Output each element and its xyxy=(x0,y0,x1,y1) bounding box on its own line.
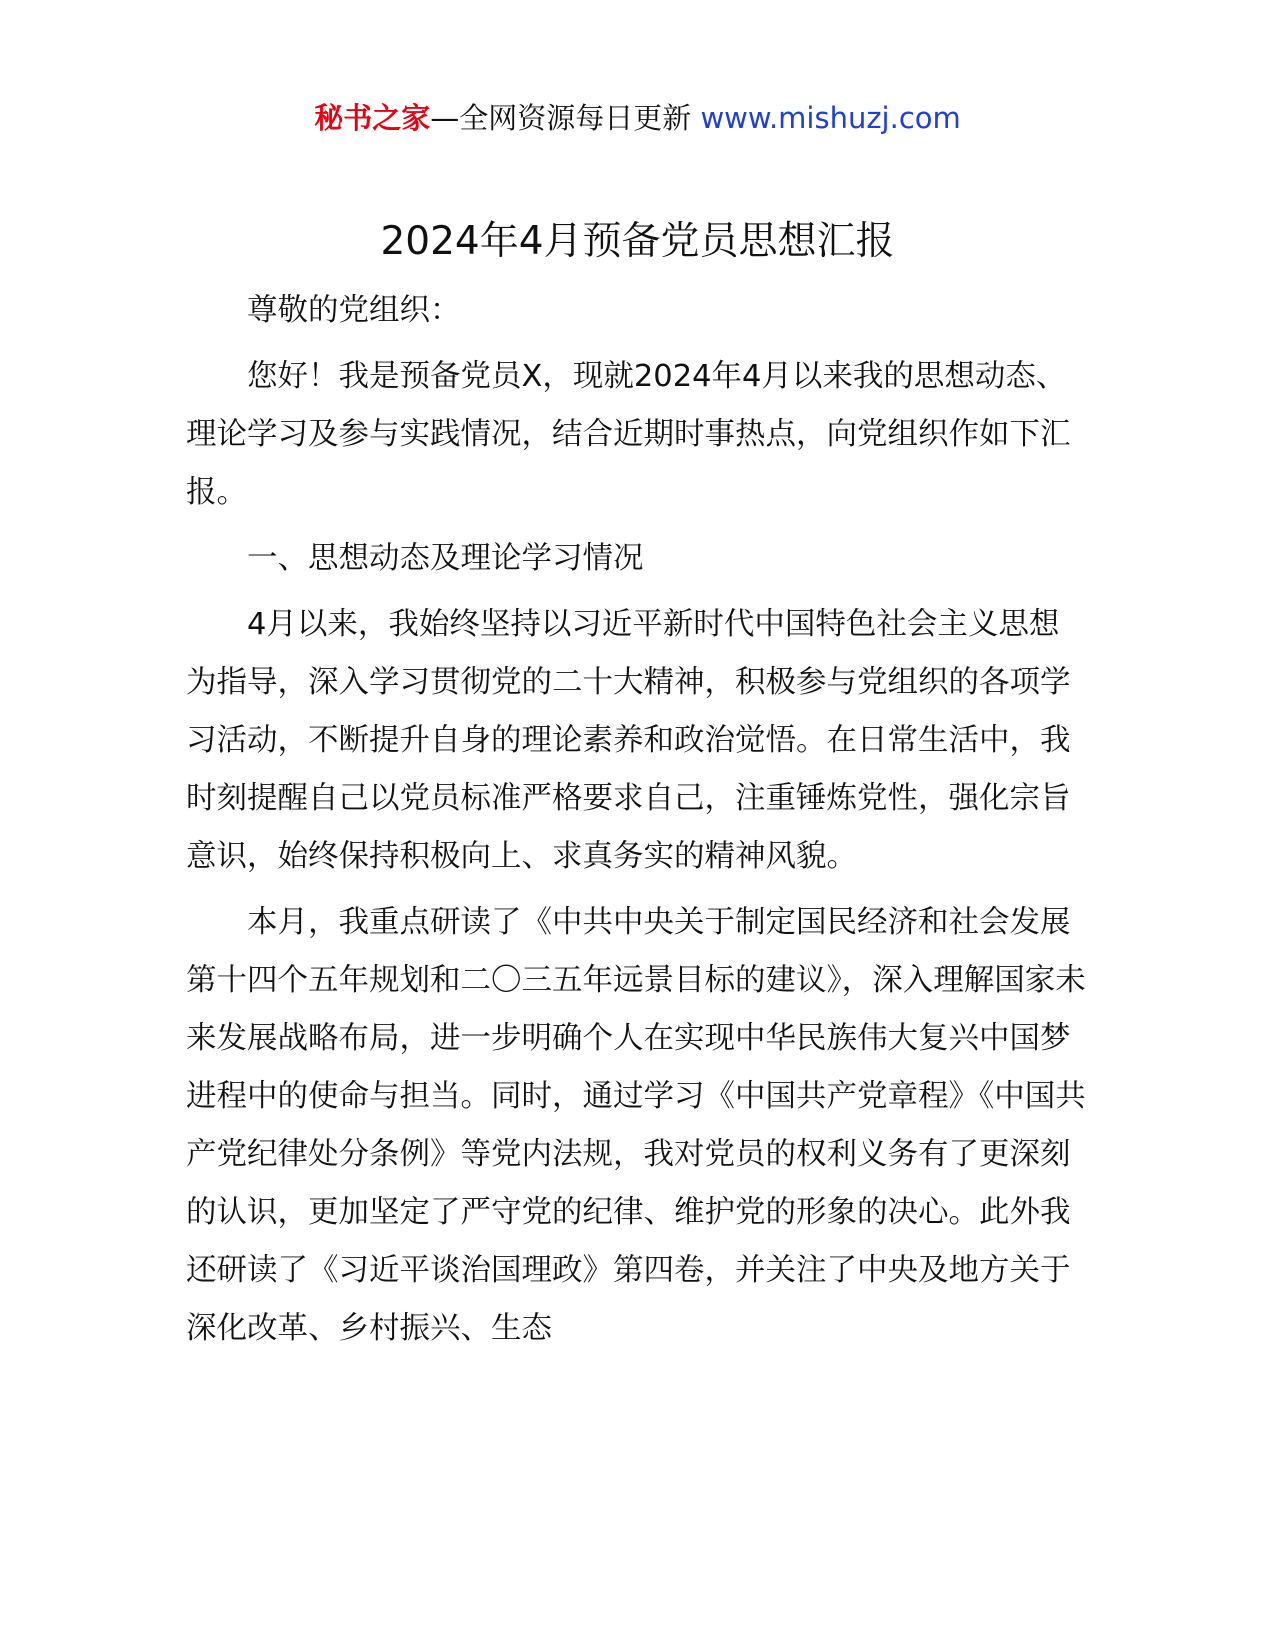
site-header xyxy=(0,96,1275,140)
brand-name: 秘书之家 xyxy=(314,101,431,135)
section-heading: 一、思想动态及理论学习情况 xyxy=(247,541,644,576)
salutation: 尊敬的党组织： xyxy=(247,293,461,328)
paragraph: 4月以来，我始终坚持以习近平新时代中国特色社会主义思想为指导，深入学习贯彻党的二十大精神，积极参与党组织的各项学习活动，不断提升自身的理论素养和政治觉悟。在日常生活中，我时刻提醒自己以党员标准严格要求自己，注重锤炼党性，强化宗旨意识，始终保持积极向上、求真务实的精神风貌。 xyxy=(186,607,1071,874)
document-title: 2024年4月预备党员思想汇报 xyxy=(380,219,895,264)
paragraph: 本月，我重点研读了《中共中央关于制定国民经济和社会发展第十四个五年规划和二〇三五年远景目标的建议》，深入理解国家未来发展战略布局，进一步明确个人在实现中华民族伟大复兴中国梦进程中的使命与担当。同时，通过学习《中国共产党章程》《中国共产党纪律处分条例》等党内法规，我对党员的权利义务有了更深刻的认识，更加坚定了严守党的纪律、维护党的形象的决心。此外我还研读了《习近平谈治国理政》第四卷，并关注了中央及地方关于深化改革、乡村振兴、生态 xyxy=(186,905,1086,1346)
header-tagline: —全网资源每日更新 xyxy=(430,101,701,135)
document-body xyxy=(186,282,1086,1366)
paragraph-intro: 您好！我是预备党员X，现就2024年4月以来我的思想动态、理论学习及参与实践情况，结合近期时事热点，向党组织作如下汇报。 xyxy=(186,359,1071,510)
site-url-link[interactable]: www.mishuzj.com xyxy=(700,101,961,135)
